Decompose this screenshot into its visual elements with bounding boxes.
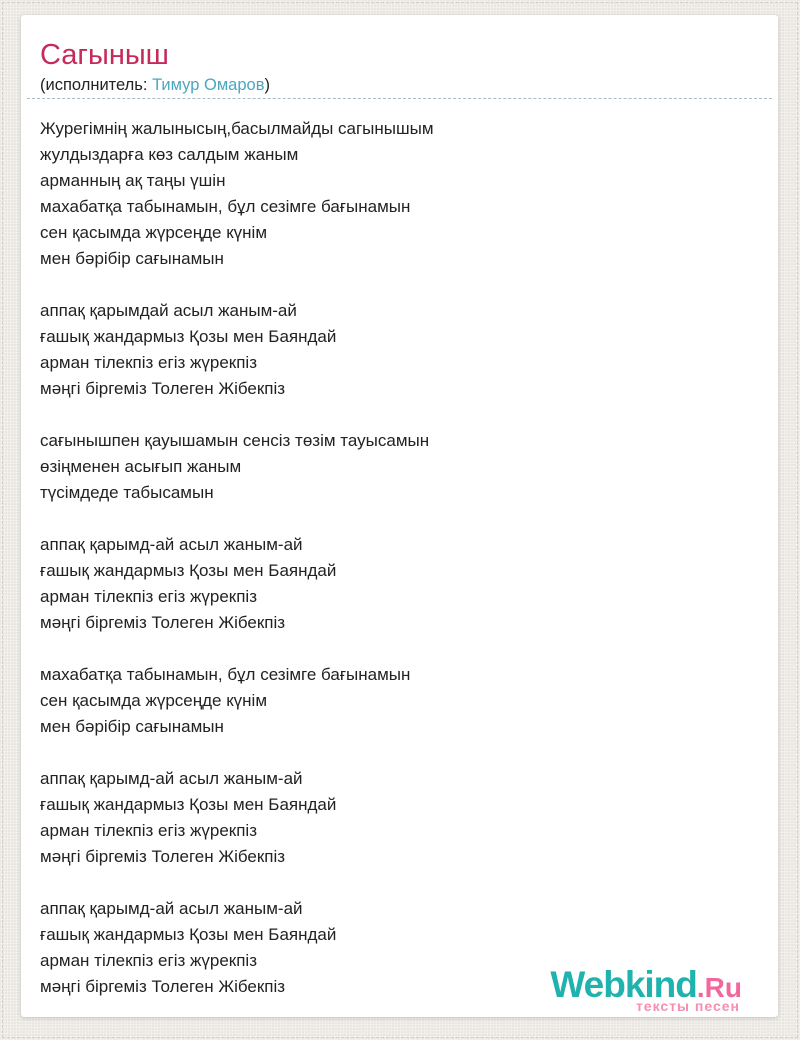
logo-webkind: Webkind — [550, 964, 697, 1005]
stanza — [40, 766, 759, 870]
lyric-line: түсімдеде табысамын — [40, 483, 214, 502]
lyric-line: арманның ақ таңы үшін — [40, 171, 226, 190]
artist-label: (исполнитель: — [40, 76, 153, 94]
lyric-line: арман тілекпіз егіз жүрекпіз — [40, 821, 257, 840]
lyric-line: махабатқа табынамын, бұл сезімге бағынамын — [40, 197, 411, 216]
webkind-logo[interactable] — [550, 966, 742, 1013]
lyric-line: ғашық жандармыз Қозы мен Баяндай — [40, 561, 337, 580]
lyric-line: арман тілекпіз егіз жүрекпіз — [40, 587, 257, 606]
lyric-line: жулдыздарға көз салдым жаным — [40, 145, 299, 164]
lyric-line: аппақ қарымдай асыл жаным-ай — [40, 301, 297, 320]
stanza — [40, 116, 759, 272]
lyrics-sheet — [21, 15, 778, 1017]
lyric-line: мәңгі біргеміз Толеген Жібекпіз — [40, 977, 286, 996]
stanza — [40, 662, 759, 740]
lyric-line: мәңгі біргеміз Толеген Жібекпіз — [40, 847, 286, 866]
lyric-line: сен қасымда жүрсеңде күнім — [40, 223, 268, 242]
artist-link[interactable]: Тимур Омаров — [152, 76, 265, 94]
lyric-line: аппақ қарымд-ай асыл жаным-ай — [40, 899, 303, 918]
lyric-line: Журегімнің жалынысың,басылмайды сагынышым — [40, 119, 434, 138]
lyric-line: мәңгі біргеміз Толеген Жібекпіз — [40, 379, 286, 398]
lyric-line: ғашық жандармыз Қозы мен Баяндай — [40, 795, 337, 814]
lyric-line: махабатқа табынамын, бұл сезімге бағынамын — [40, 665, 411, 684]
lyric-line: арман тілекпіз егіз жүрекпіз — [40, 353, 257, 372]
lyric-line: арман тілекпіз егіз жүрекпіз — [40, 951, 257, 970]
artist-suffix: ) — [264, 76, 270, 94]
lyric-line: мен бәрібір сағынамын — [40, 717, 224, 736]
logo-tagline: тексты песен — [635, 998, 740, 1014]
lyric-line: ғашық жандармыз Қозы мен Баяндай — [40, 925, 337, 944]
lyric-line: аппақ қарымд-ай асыл жаным-ай — [40, 535, 303, 554]
stanza — [40, 428, 759, 506]
lyric-line: мәңгі біргеміз Толеген Жібекпіз — [40, 613, 286, 632]
lyrics — [21, 99, 778, 1000]
lyric-line: ғашық жандармыз Қозы мен Баяндай — [40, 327, 337, 346]
stanza — [40, 532, 759, 636]
lyric-line: сағынышпен қауышамын сенсіз төзім тауысамын — [40, 431, 430, 450]
song-title: Сагыныш — [40, 39, 169, 71]
lyric-line: өзіңменен асығып жаным — [40, 457, 242, 476]
logo-ru-suffix: .Ru — [696, 972, 742, 1003]
header — [21, 15, 778, 98]
lyric-line: сен қасымда жүрсеңде күнім — [40, 691, 268, 710]
artist-line — [40, 75, 759, 98]
stanza — [40, 298, 759, 402]
lyric-line: аппақ қарымд-ай асыл жаным-ай — [40, 769, 303, 788]
lyric-line: мен бәрібір сағынамын — [40, 249, 224, 268]
